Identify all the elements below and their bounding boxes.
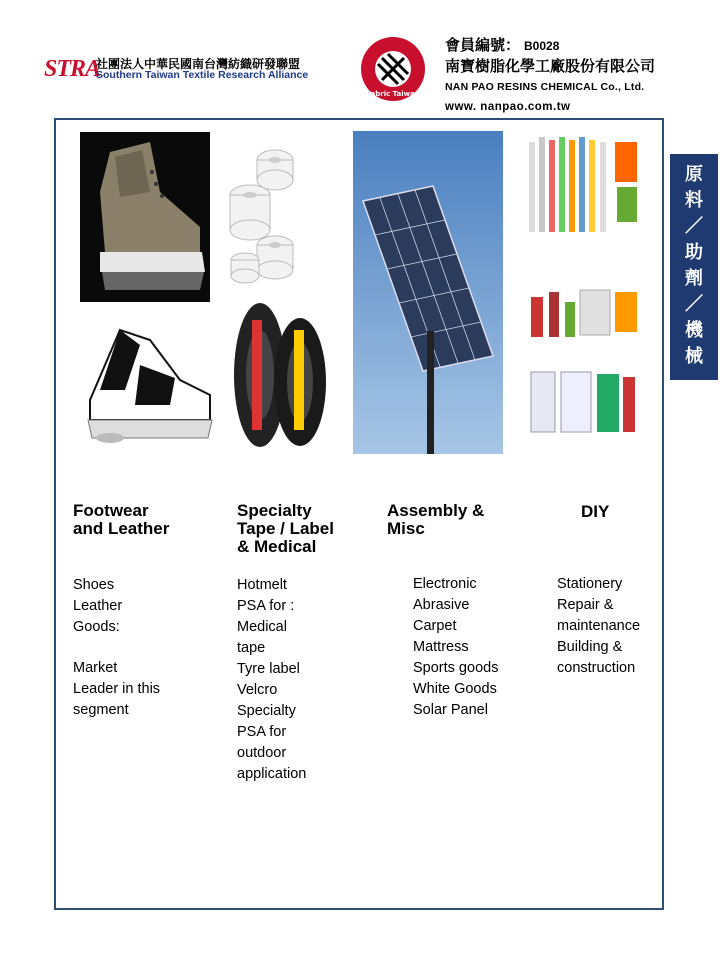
list-item: Solar Panel bbox=[413, 702, 488, 718]
list-item: Hotmelt PSA for : bbox=[237, 577, 295, 614]
boot-image bbox=[80, 132, 210, 302]
list-item: Specialty PSA for outdoor application bbox=[237, 703, 307, 782]
side-tab-char: ／ bbox=[685, 216, 703, 237]
solar-panel-image bbox=[353, 131, 503, 454]
registration-label: 會員編號： bbox=[445, 37, 521, 54]
side-tab-char: 劑 bbox=[685, 268, 703, 289]
list-item: Shoes bbox=[73, 577, 115, 593]
stra-english-name: Southern Taiwan Textile Research Alliance bbox=[96, 69, 309, 81]
list-item: Repair & maintenance bbox=[557, 597, 641, 634]
column-heading-specialty bbox=[237, 502, 334, 556]
heading-line: Tape / Label bbox=[237, 519, 334, 538]
column-heading-footwear bbox=[73, 502, 169, 538]
list-item: Tyre label bbox=[237, 661, 300, 677]
company-english-name: NAN PAO RESINS CHEMICAL Co., Ltd. bbox=[445, 81, 645, 93]
side-tab-char: 機 bbox=[685, 320, 703, 341]
diy-products-image bbox=[525, 132, 643, 454]
list-item: Velcro bbox=[237, 682, 278, 698]
company-chinese-name: 南寶樹脂化學工廠股份有限公司 bbox=[445, 58, 656, 75]
side-tab-char: ／ bbox=[685, 294, 703, 315]
list-item: Electronic bbox=[413, 576, 477, 592]
list-item bbox=[73, 641, 160, 655]
list-item: Sports goods bbox=[413, 660, 499, 676]
list-item: White Goods bbox=[413, 681, 497, 697]
column-items-footwear bbox=[73, 578, 160, 724]
list-item: Carpet bbox=[413, 618, 457, 634]
list-item: Mattress bbox=[413, 639, 469, 655]
sneaker-image bbox=[80, 310, 215, 475]
registration bbox=[445, 34, 715, 55]
list-item: Medical tape bbox=[237, 619, 287, 656]
heading-line: DIY bbox=[581, 502, 610, 521]
stra-mark: STRA bbox=[44, 56, 101, 82]
heading-line: Assembly & bbox=[387, 501, 485, 520]
list-item: Abrasive bbox=[413, 597, 470, 613]
column-items-diy bbox=[557, 577, 640, 682]
fabric-taiwan-logo bbox=[360, 36, 426, 102]
heading-line: Misc bbox=[387, 519, 425, 538]
column-heading-diy bbox=[581, 503, 609, 521]
company-website[interactable]: www. nanpao.com.tw bbox=[445, 101, 571, 113]
side-tab-char: 原 bbox=[685, 164, 703, 185]
label-rolls-image bbox=[220, 140, 300, 292]
side-tab-char: 械 bbox=[685, 346, 703, 367]
column-items-assembly bbox=[413, 577, 498, 724]
list-item: Leather Goods: bbox=[73, 598, 123, 635]
fabric-taiwan-text: Fabric Taiwan bbox=[366, 90, 420, 98]
category-side-tab bbox=[670, 154, 718, 380]
heading-line: Footwear bbox=[73, 501, 149, 520]
stra-logo bbox=[44, 53, 309, 83]
tyres-image bbox=[230, 300, 330, 450]
side-tab-char: 料 bbox=[685, 190, 703, 211]
list-item: Market Leader in this segment bbox=[73, 660, 161, 718]
list-item: Stationery bbox=[557, 576, 623, 592]
company-info bbox=[445, 34, 715, 113]
heading-line: & Medical bbox=[237, 537, 317, 556]
registration-number: B0028 bbox=[524, 39, 560, 53]
heading-line: Specialty bbox=[237, 501, 312, 520]
stra-chinese-name: 社團法人中華民國南台灣紡織研發聯盟 bbox=[96, 57, 301, 71]
column-heading-assembly bbox=[387, 502, 484, 538]
side-tab-char: 助 bbox=[685, 242, 703, 263]
column-items-specialty bbox=[237, 578, 306, 788]
list-item: Building & construction bbox=[557, 639, 636, 676]
heading-line: and Leather bbox=[73, 519, 170, 538]
